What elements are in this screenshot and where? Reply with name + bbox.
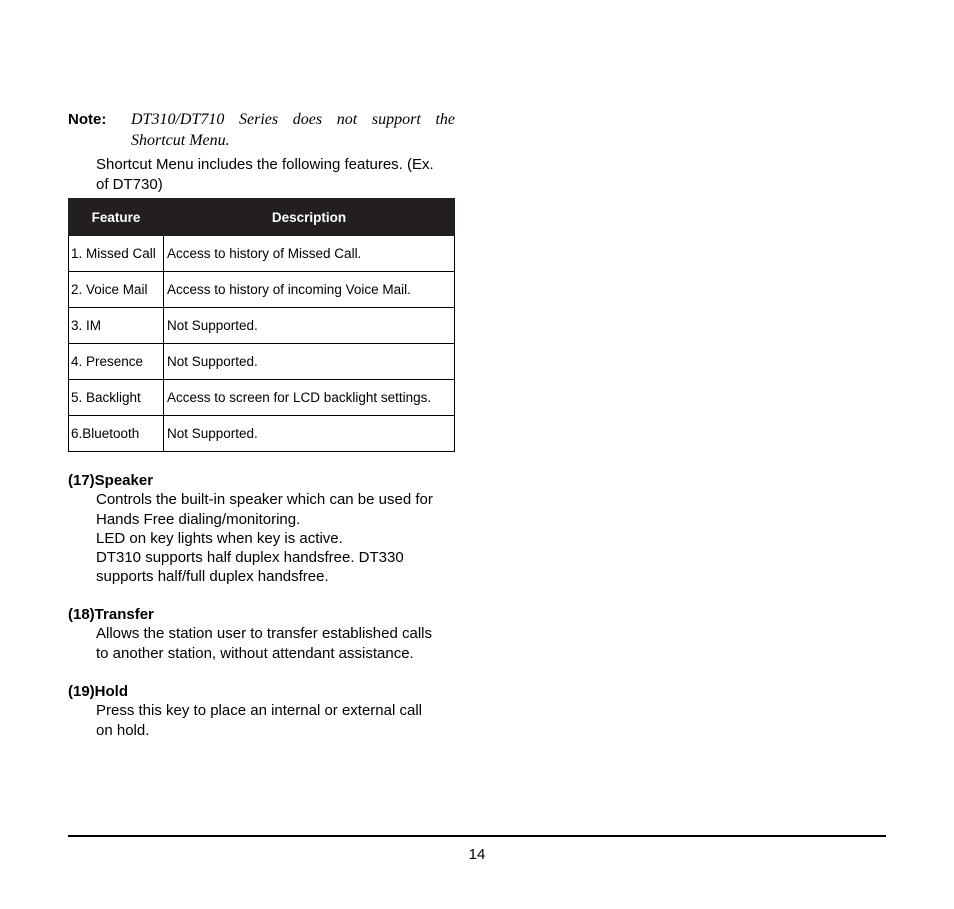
section-hold [68,682,468,740]
description-cell: Access to history of incoming Voice Mail. [164,272,455,308]
footer-divider [68,835,886,837]
column-header-feature: Feature [69,199,164,236]
section-body [96,490,468,586]
table-row [69,272,455,308]
table-header-row [69,199,455,236]
description-cell: Not Supported. [164,308,455,344]
page-number: 14 [468,846,486,863]
section-line: Allows the station user to transfer established calls [96,625,432,643]
shortcut-feature-table [68,198,455,452]
section-heading: (18)Transfer [68,606,154,623]
intro-line: of DT730) [96,176,163,193]
table-row [69,236,455,272]
section-body [96,624,468,663]
section-line: Hands Free dialing/monitoring. [96,510,301,528]
section-body [96,701,468,740]
section-line: to another station, without attendant assistance. [96,644,414,662]
note-label: Note: [68,111,107,128]
description-cell: Access to history of Missed Call. [164,236,455,272]
section-line: LED on key lights when key is active. [96,529,343,547]
feature-cell: 5. Backlight [69,380,164,416]
intro-paragraph [96,155,461,195]
section-line: supports half/full duplex handsfree. [96,568,329,586]
section-line: DT310 supports half duplex handsfree. DT330 [96,549,404,567]
section-line: Press this key to place an internal or external call [96,702,422,720]
intro-line: Shortcut Menu includes the following features. (Ex. [96,156,434,173]
description-cell: Not Supported. [164,344,455,380]
table-row [69,416,455,452]
description-cell: Access to screen for LCD backlight settings. [164,380,455,416]
table-row [69,308,455,344]
table-row [69,380,455,416]
feature-cell: 6.Bluetooth [69,416,164,452]
feature-cell: 3. IM [69,308,164,344]
table-row [69,344,455,380]
section-line: Controls the built-in speaker which can be used for [96,491,433,509]
section-speaker [68,471,468,587]
section-heading: (19)Hold [68,683,128,700]
section-line: on hold. [96,721,150,739]
column-header-description: Description [164,199,455,236]
note-text: DT310/DT710 Series does not support the Shortcut Menu. [131,111,455,149]
feature-cell: 4. Presence [69,344,164,380]
description-cell: Not Supported. [164,416,455,452]
section-transfer [68,605,468,663]
feature-cell: 1. Missed Call [69,236,164,272]
section-heading: (17)Speaker [68,472,154,489]
feature-cell: 2. Voice Mail [69,272,164,308]
